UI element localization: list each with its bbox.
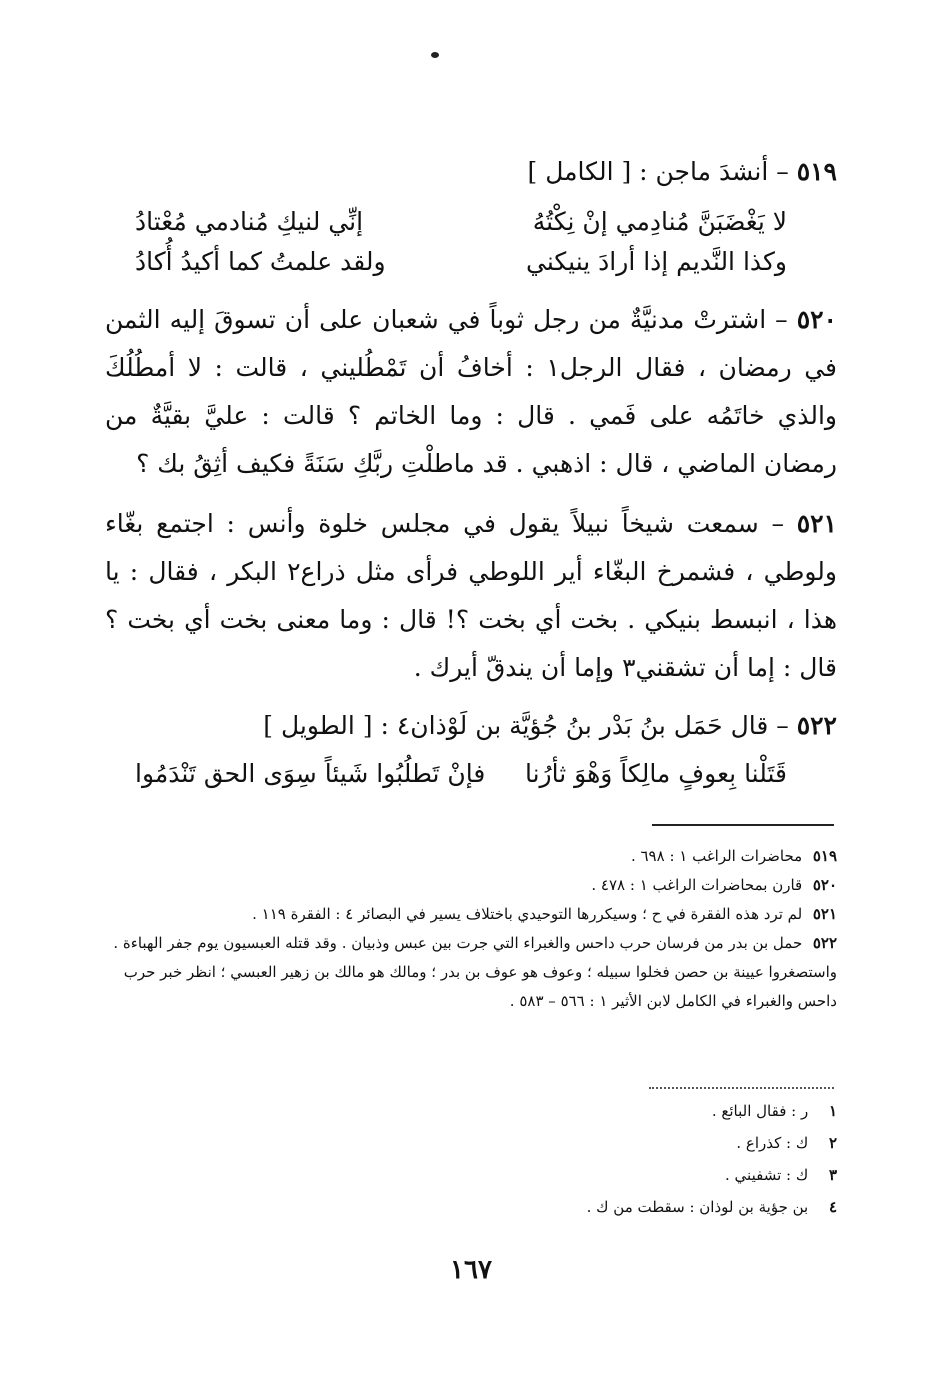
verse-second-hemistich: ولقد علمتُ كما أكيدُ أُكادُ bbox=[135, 247, 386, 276]
variant-note bbox=[105, 1095, 837, 1127]
entry-text: – اشترتْ مدنيَّةٌ من رجل ثوباً في شعبان على أن تسوقَ إليه الثمن في رمضان ، فقال الرجل١ : أخافُ أن تَمْطُليني ، قالت : لا أمطُلُكَ والذي خاتَمُه على فَمي . قال : وما الخاتم ؟ قالت : عليَّ بقيَّةٌ من رمضان الماضي ، قال : اذهبي . قد ماطلْتِ ربَّكِ سَنَةً فكيف أثِقُ بك ؟ bbox=[105, 305, 838, 478]
entry-number: ٥٢٢ bbox=[796, 711, 837, 740]
page-number: ١٦٧ bbox=[450, 1255, 492, 1285]
note-number: ٥٢٢ bbox=[812, 934, 837, 952]
note-text: حمل بن بدر من فرسان حرب داحس والغبراء التي جرت بين عبس وذبيان . وقد قتله العبسيون يوم جفر الهباءة . واستصغروا عيينة بن حصن فخلوا سبيله ؛ وعوف هو عوف بن بدر ؛ ومالك هو مالك بن زهير العبسي ؛ انظر خبر حرب داحس والغبراء في الكامل لابن الأثير ١ : ٥٦٦ – ٥٨٣ . bbox=[113, 934, 837, 1010]
variant-number: ١ bbox=[828, 1102, 837, 1120]
entry-heading-text: – أنشدَ ماجن : [ الكامل ] bbox=[527, 157, 789, 186]
verse-first-hemistich: وكذا النَّديم إذا أرادَ ينيكني bbox=[525, 247, 787, 276]
entry-519-heading bbox=[105, 150, 837, 194]
variants-separator bbox=[649, 1087, 834, 1089]
entry-heading-text: – قال حَمَل بنُ بَدْر بنُ جُؤيَّة بن لَوْذان٤ : [ الطويل ] bbox=[263, 711, 789, 740]
note-number: ٥٢١ bbox=[812, 905, 837, 923]
entry-520-paragraph bbox=[105, 296, 837, 488]
note-text: لم ترد هذه الفقرة في ح ؛ وسيكررها التوحيدي باختلاف يسير في البصائر ٤ : الفقرة ١١٩ . bbox=[252, 905, 803, 923]
verse-line bbox=[105, 202, 837, 242]
entry-number: ٥١٩ bbox=[796, 157, 837, 186]
variant-text: بن جؤية بن لوذان : سقطت من ك . bbox=[586, 1198, 809, 1216]
ink-dot bbox=[431, 52, 439, 58]
entry-text: – سمعت شيخاً نبيلاً يقول في مجلس خلوة وأنس : اجتمع بغّاء ولوطي ، فشمرخ البغّاء أير اللوطي فرأى مثل ذراع٢ البكر ، فقال : يا هذا ، انبسط بنيكي . بخت أي بخت ؟! قال : وما معنى بخت أي بخت ؟ قال : إما أن تشقني٣ وإما أن يندقّ أيرك . bbox=[105, 509, 837, 682]
variant-number: ٢ bbox=[828, 1134, 837, 1152]
footnote-separator bbox=[652, 824, 834, 826]
source-note bbox=[105, 900, 837, 929]
note-number: ٥٢٠ bbox=[812, 876, 837, 894]
verse-line bbox=[105, 754, 837, 794]
variant-number: ٤ bbox=[828, 1198, 837, 1216]
verse-first-hemistich: قَتَلْنا بِعوفٍ مالِكاً وَهْوَ ثأرُنا bbox=[524, 759, 787, 788]
note-text: قارن بمحاضرات الراغب ١ : ٤٧٨ . bbox=[591, 876, 803, 894]
note-text: محاضرات الراغب ١ : ٦٩٨ . bbox=[630, 847, 803, 865]
entry-number: ٥٢١ bbox=[796, 509, 837, 538]
verse-second-hemistich: فإنْ تَطلُبُوا شَيئاً سِوَى الحق تَنْدَمُوا bbox=[135, 759, 486, 788]
source-notes bbox=[105, 842, 837, 1016]
variant-readings bbox=[105, 1095, 837, 1223]
variant-note bbox=[105, 1191, 837, 1223]
verse-second-hemistich: إنِّي لنيكِ مُنادمي مُعْتادُ bbox=[135, 207, 364, 236]
variant-note bbox=[105, 1127, 837, 1159]
source-note bbox=[105, 871, 837, 900]
note-number: ٥١٩ bbox=[812, 847, 837, 865]
verse-first-hemistich: لا يَغْضَبَنَّ مُنادِمي إنْ نِكْتُهُ bbox=[532, 207, 787, 236]
variant-note bbox=[105, 1159, 837, 1191]
variant-text: ك : كذراع . bbox=[736, 1134, 809, 1152]
variant-text: ك : تشفيني . bbox=[725, 1166, 809, 1184]
variant-text: ر : فقال البائع . bbox=[711, 1102, 809, 1120]
verse-line bbox=[105, 242, 837, 282]
main-text bbox=[105, 150, 837, 794]
entry-522-heading bbox=[105, 704, 837, 748]
entry-number: ٥٢٠ bbox=[796, 305, 837, 334]
entry-521-paragraph bbox=[105, 500, 837, 692]
source-note bbox=[105, 842, 837, 871]
variant-number: ٣ bbox=[828, 1166, 837, 1184]
source-note bbox=[105, 929, 837, 1016]
